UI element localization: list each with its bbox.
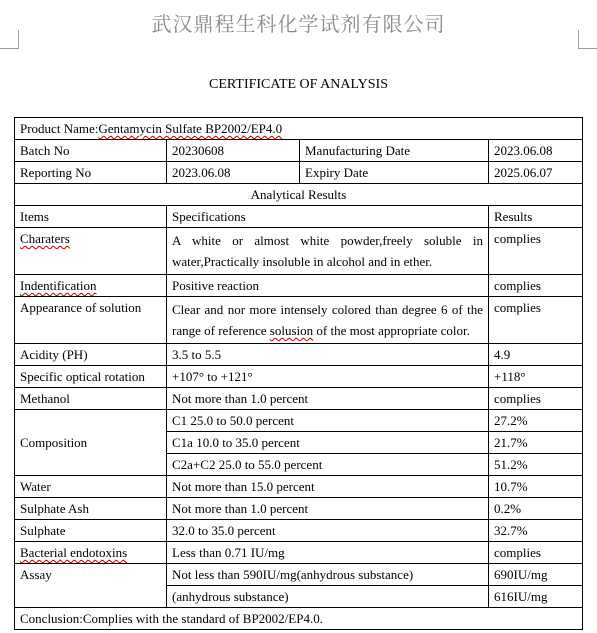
- result-cell: +118°: [489, 366, 583, 388]
- item-cell: Composition: [15, 410, 167, 476]
- result-cell: complies: [489, 297, 583, 344]
- spec-cell: A white or almost white powder,freely soluble in water,Practically insoluble in alcohol and in ether.: [167, 228, 489, 275]
- spec-cell: (anhydrous substance): [167, 586, 489, 608]
- result-cell: 690IU/mg: [489, 564, 583, 586]
- result-cell: complies: [489, 542, 583, 564]
- result-cell: 27.2%: [489, 410, 583, 432]
- item-cell: Methanol: [15, 388, 167, 410]
- product-name: Gentamycin Sulfate BP2002/EP4.0: [98, 121, 283, 136]
- spec-cell: Not more than 15.0 percent: [167, 476, 489, 498]
- section-title: Analytical Results: [15, 184, 583, 206]
- manufacturing-value: 2023.06.08: [489, 140, 583, 162]
- spec-cell: Less than 0.71 IU/mg: [167, 542, 489, 564]
- item-cell: Sulphate Ash: [15, 498, 167, 520]
- table-row: [15, 275, 583, 297]
- batch-label: Batch No: [15, 140, 167, 162]
- expiry-label: Expiry Date: [300, 162, 489, 184]
- table-row: [15, 498, 583, 520]
- product-label: Product Name:: [20, 121, 99, 136]
- batch-row: [15, 140, 583, 162]
- result-cell: 32.7%: [489, 520, 583, 542]
- item-label: Indentification: [20, 278, 97, 293]
- spec-cell: Not more than 1.0 percent: [167, 498, 489, 520]
- item-cell: [15, 228, 167, 275]
- result-cell: 616IU/mg: [489, 586, 583, 608]
- table-row: [15, 564, 583, 586]
- item-cell: Appearance of solution: [15, 297, 167, 344]
- reporting-value: 2023.06.08: [167, 162, 300, 184]
- item-cell: Assay: [15, 564, 167, 608]
- item-cell: Sulphate: [15, 520, 167, 542]
- table-row: [15, 476, 583, 498]
- column-header-row: [15, 206, 583, 228]
- product-cell: [15, 118, 583, 140]
- manufacturing-label: Manufacturing Date: [300, 140, 489, 162]
- table-row: [15, 297, 583, 344]
- spec-cell: 32.0 to 35.0 percent: [167, 520, 489, 542]
- spec-misspelled-word: solusion: [269, 323, 314, 338]
- result-cell: complies: [489, 388, 583, 410]
- spec-cell: Not less than 590IU/mg(anhydrous substance): [167, 564, 489, 586]
- spec-text-end: of the most appropriate color.: [313, 323, 470, 338]
- company-name: 武汉鼎程生科化学试剂有限公司: [151, 12, 446, 36]
- spec-cell: C1a 10.0 to 35.0 percent: [167, 432, 489, 454]
- spec-cell: Not more than 1.0 percent: [167, 388, 489, 410]
- analysis-table: [14, 117, 583, 630]
- item-cell: [15, 275, 167, 297]
- item-cell: Acidity (PH): [15, 344, 167, 366]
- spec-cell: C1 25.0 to 50.0 percent: [167, 410, 489, 432]
- table-row: [15, 520, 583, 542]
- table-row: [15, 410, 583, 432]
- batch-value: 20230608: [167, 140, 300, 162]
- conclusion: Conclusion:Complies with the standard of BP2002/EP4.0.: [15, 608, 583, 630]
- result-cell: 0.2%: [489, 498, 583, 520]
- spec-cell: +107° to +121°: [167, 366, 489, 388]
- result-cell: 10.7%: [489, 476, 583, 498]
- spec-cell: Positive reaction: [167, 275, 489, 297]
- result-cell: 4.9: [489, 344, 583, 366]
- section-title-row: [15, 184, 583, 206]
- spec-cell: 3.5 to 5.5: [167, 344, 489, 366]
- spec-cell: [167, 297, 489, 344]
- column-header-specifications: Specifications: [167, 206, 489, 228]
- item-label: Bacterial endotoxins: [20, 545, 128, 560]
- product-row: [15, 118, 583, 140]
- reporting-row: [15, 162, 583, 184]
- expiry-value: 2025.06.07: [489, 162, 583, 184]
- column-header-items: Items: [15, 206, 167, 228]
- spec-cell: C2a+C2 25.0 to 55.0 percent: [167, 454, 489, 476]
- conclusion-row: [15, 608, 583, 630]
- item-label: Charaters: [20, 231, 70, 246]
- document-title: CERTIFICATE OF ANALYSIS: [209, 77, 388, 92]
- table-row: [15, 228, 583, 275]
- table-row: [15, 388, 583, 410]
- result-cell: complies: [489, 228, 583, 275]
- item-cell: [15, 542, 167, 564]
- result-cell: 21.7%: [489, 432, 583, 454]
- spec-text-start: Clear and nor more intensely colored than degree 6 of the range of reference: [172, 302, 483, 338]
- result-cell: complies: [489, 275, 583, 297]
- table-row: [15, 366, 583, 388]
- column-header-results: Results: [489, 206, 583, 228]
- reporting-label: Reporting No: [15, 162, 167, 184]
- table-row: [15, 344, 583, 366]
- table-row: [15, 542, 583, 564]
- result-cell: 51.2%: [489, 454, 583, 476]
- item-cell: Water: [15, 476, 167, 498]
- item-cell: Specific optical rotation: [15, 366, 167, 388]
